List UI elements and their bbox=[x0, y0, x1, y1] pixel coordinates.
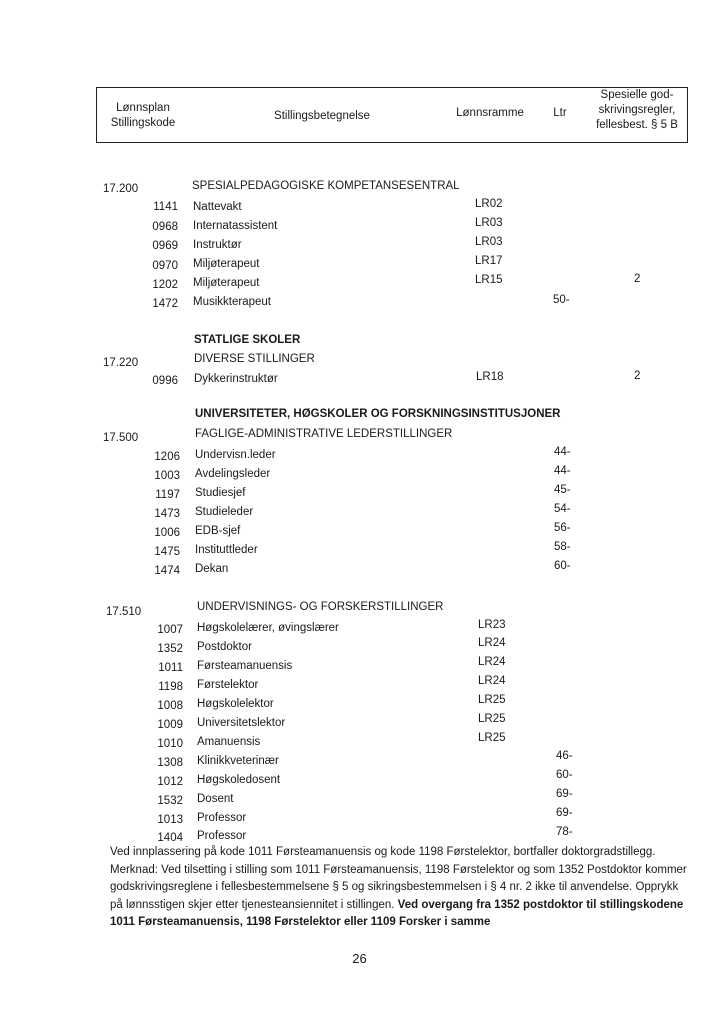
table-row-title: Internatassistent bbox=[193, 220, 278, 232]
table-row-title: Postdoktor bbox=[197, 641, 252, 653]
table-row-ramme: LR25 bbox=[478, 694, 506, 706]
table-row-title: Førstelektor bbox=[197, 679, 259, 691]
table-row-code: 1532 bbox=[157, 795, 183, 807]
table-row-code: 1352 bbox=[157, 643, 183, 655]
header-col-spesielle bbox=[585, 88, 689, 133]
footnote-merknad-text: Merknad: Ved tilsetting i stilling som 1011 Førsteamanuensis, 1198 Førstelektor og som 1352 Postdoktor kommer godskrivingsreglene i fellesbestemmelsene § 5 og sikringsbestemmelsen i § 4 nr. 2 ikke til anvendelse. Opprykk på lønnsstigen skjer etter tjenesteansiennitet i stillingen. bbox=[110, 863, 687, 911]
table-row-title: Universitetslektor bbox=[197, 717, 286, 729]
table-row-ltr: 58- bbox=[554, 541, 571, 553]
table-row-title: Professor bbox=[197, 812, 247, 824]
group-heading: UNIVERSITETER, HØGSKOLER OG FORSKNINGSINSTITUSJONER bbox=[195, 408, 561, 420]
table-row-code: 0996 bbox=[152, 375, 178, 387]
table-row-code: 1011 bbox=[158, 662, 183, 674]
table-row-title: Miljøterapeut bbox=[193, 258, 260, 270]
table-row-rule: 2 bbox=[634, 370, 641, 382]
table-row-code: 1007 bbox=[157, 624, 183, 636]
table-row-code: 1308 bbox=[157, 757, 183, 769]
table-row-ltr: 44- bbox=[554, 465, 571, 477]
table-row-ramme: LR18 bbox=[476, 371, 504, 383]
table-row-ltr: 45- bbox=[554, 484, 571, 496]
section-code: 17.220 bbox=[103, 357, 139, 369]
header-col-lonnsplan-line2: Stillingskode bbox=[110, 117, 176, 129]
header-col-spesielle-line1: Spesielle god- bbox=[600, 89, 674, 101]
footnote-merknad-bold: Ved overgang fra 1352 postdoktor til stillingskodene 1011 Førsteamanuensis, 1198 Førstelektor eller 1109 Forsker i samme bbox=[110, 898, 684, 928]
section-code: 17.200 bbox=[103, 183, 139, 195]
table-row-ramme: LR24 bbox=[478, 656, 506, 668]
table-row-code: 1472 bbox=[152, 298, 178, 310]
table-row-title: Dekan bbox=[195, 563, 229, 575]
table-row-ramme: LR17 bbox=[475, 255, 503, 267]
group-heading: STATLIGE SKOLER bbox=[194, 334, 301, 346]
table-row-code: 1404 bbox=[157, 832, 183, 844]
table-row-ramme: LR24 bbox=[478, 675, 506, 687]
table-row-ltr: 69- bbox=[556, 788, 573, 800]
header-col-lonnsplan bbox=[103, 101, 183, 131]
table-row-rule: 2 bbox=[634, 273, 641, 285]
table-row-ramme: LR23 bbox=[478, 619, 506, 631]
table-row-ltr: 56- bbox=[554, 522, 571, 534]
table-row-code: 1013 bbox=[157, 814, 183, 826]
table-row-code: 1141 bbox=[153, 201, 178, 213]
table-row-title: Dosent bbox=[197, 793, 234, 805]
section-heading: SPESIALPEDAGOGISKE KOMPETANSESENTRAL bbox=[192, 180, 460, 192]
table-row-title: Avdelingsleder bbox=[195, 468, 271, 480]
table-row-title: Instruktør bbox=[193, 239, 242, 251]
table-header bbox=[96, 87, 688, 143]
table-row-code: 1198 bbox=[158, 681, 183, 693]
table-row-ramme: LR03 bbox=[475, 217, 503, 229]
table-row-ramme: LR24 bbox=[478, 637, 506, 649]
table-row-ramme: LR03 bbox=[475, 236, 503, 248]
table-row-title: Undervisn.leder bbox=[195, 449, 276, 461]
table-row-code: 1008 bbox=[157, 700, 183, 712]
footnote-line1: Ved innplassering på kode 1011 Førsteamanuensis og kode 1198 Førstelektor, bortfaller doktorgradstillegg. bbox=[110, 846, 656, 858]
table-row-code: 1206 bbox=[154, 451, 180, 463]
header-col-spesielle-line2: skrivingsregler, bbox=[598, 104, 676, 116]
table-row-code: 0968 bbox=[152, 221, 178, 233]
table-row-title: Professor bbox=[197, 830, 247, 842]
table-row-code: 1475 bbox=[154, 546, 180, 558]
header-col-lonnsplan-line1: Lønnsplan bbox=[116, 102, 170, 114]
table-row-ltr: 78- bbox=[556, 826, 573, 838]
table-row-title: Nattevakt bbox=[193, 201, 242, 213]
table-row-code: 0970 bbox=[152, 260, 178, 272]
table-row-code: 1006 bbox=[154, 527, 180, 539]
table-row-ltr: 46- bbox=[556, 750, 573, 762]
table-row-ramme: LR02 bbox=[475, 198, 503, 210]
header-col-ltr: Ltr bbox=[553, 107, 567, 119]
header-col-stillingsbetegnelse: Stillingsbetegnelse bbox=[274, 110, 370, 122]
table-row-code: 1009 bbox=[157, 719, 183, 731]
table-row-ltr: 69- bbox=[556, 807, 573, 819]
section-heading: DIVERSE STILLINGER bbox=[194, 353, 315, 365]
footnote-merknad bbox=[110, 862, 690, 932]
table-row-title: Førsteamanuensis bbox=[197, 660, 293, 672]
table-row-code: 1010 bbox=[157, 738, 183, 750]
section-code: 17.500 bbox=[103, 432, 139, 444]
section-heading: UNDERVISNINGS- OG FORSKERSTILLINGER bbox=[197, 601, 444, 613]
table-row-title: Høgskolelærer, øvingslærer bbox=[197, 622, 339, 634]
table-row-title: EDB-sjef bbox=[195, 525, 241, 537]
table-row-code: 0969 bbox=[152, 240, 178, 252]
header-col-lonnsramme: Lønnsramme bbox=[456, 107, 524, 119]
section-heading: FAGLIGE-ADMINISTRATIVE LEDERSTILLINGER bbox=[195, 428, 453, 440]
table-row-title: Klinikkveterinær bbox=[197, 755, 279, 767]
table-row-title: Høgskoledosent bbox=[197, 774, 281, 786]
table-row-ltr: 50- bbox=[553, 294, 570, 306]
table-row-title: Dykkerinstruktør bbox=[194, 373, 278, 385]
table-row-ltr: 54- bbox=[554, 503, 571, 515]
table-row-code: 1012 bbox=[157, 776, 183, 788]
table-row-title: Høgskolelektor bbox=[197, 698, 274, 710]
footnote bbox=[110, 844, 690, 932]
table-row-code: 1003 bbox=[154, 470, 180, 482]
section-code: 17.510 bbox=[106, 606, 142, 618]
table-row-code: 1202 bbox=[152, 279, 178, 291]
table-row-title: Musikkterapeut bbox=[193, 296, 271, 308]
table-row-ramme: LR15 bbox=[475, 274, 503, 286]
table-row-ramme: LR25 bbox=[478, 713, 506, 725]
table-row-ltr: 60- bbox=[554, 560, 571, 572]
table-row-code: 1474 bbox=[154, 565, 180, 577]
table-row-title: Instituttleder bbox=[195, 544, 258, 556]
table-row-title: Studieleder bbox=[195, 506, 254, 518]
header-col-spesielle-line3: fellesbest. § 5 B bbox=[596, 119, 678, 131]
table-row-ramme: LR25 bbox=[478, 732, 506, 744]
table-row-ltr: 44- bbox=[554, 446, 571, 458]
table-row-ltr: 60- bbox=[556, 769, 573, 781]
table-row-title: Studiesjef bbox=[195, 487, 246, 499]
table-row-code: 1473 bbox=[154, 508, 180, 520]
table-row-code: 1197 bbox=[155, 489, 180, 501]
table-row-title: Miljøterapeut bbox=[193, 277, 260, 289]
table-row-title: Amanuensis bbox=[197, 736, 261, 748]
page-number: 26 bbox=[352, 951, 367, 966]
